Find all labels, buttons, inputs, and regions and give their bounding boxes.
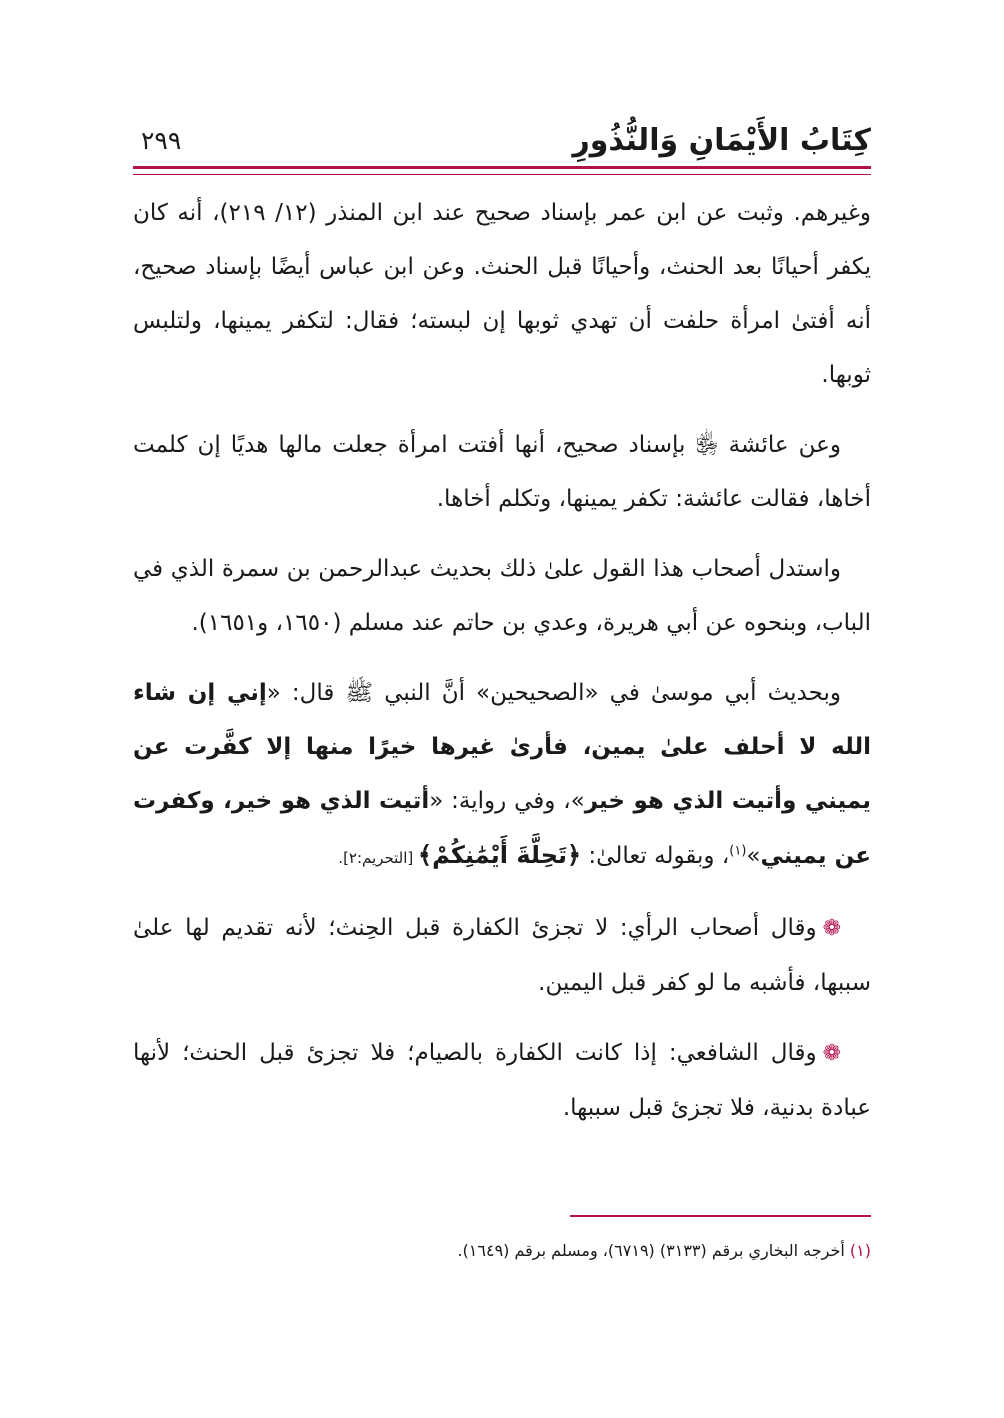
hadith-quote-2: أتيت الذي هو خير، وكفرت عن يميني <box>133 788 871 869</box>
paragraph-1: وغيرهم. وثبت عن ابن عمر بإسناد صحيح عند ابن المنذر (١٢/ ٢١٩)، أنه كان يكفر أحيانًا بعد الحنث، وأحيانًا قبل الحنث. وعن ابن عباس أيضًا بإسناد صحيح، أنه أفتىٰ امرأة حلفت أن تهدي ثوبها إن لبسته؛ فقال: لتكفر يمينها، ولتلبس ثوبها. <box>133 200 871 388</box>
flower-bullet-icon: ❁ <box>822 1041 841 1066</box>
paragraph-2: وعن عائشة ﵂ بإسناد صحيح، أنها أفتت امرأة جعلت مالها هديًا إن كلمت أخاها، فقالت عائشة: تكفر يمينها، وتكلم أخاها. <box>133 432 871 512</box>
body-text <box>133 186 871 1151</box>
footnote <box>133 1238 871 1264</box>
header-rule-thick <box>133 166 871 169</box>
quran-verse: ﴿تَحِلَّةَ أَيْمَٰنِكُمْ﴾ <box>418 841 582 869</box>
footnote-marker[interactable]: (١) <box>729 843 747 859</box>
footnote-text: أخرجه البخاري برقم (٣١٣٣) (٦٧١٩)، ومسلم برقم (١٦٤٩). <box>457 1241 850 1260</box>
p4-text-f: ، وبقوله تعالىٰ: <box>581 843 730 869</box>
verse-reference: [التحريم:٢]. <box>338 849 419 867</box>
p4-text-a: وبحديث أبي موسىٰ في «الصحيحين» أنَّ النبي ﷺ قال: « <box>266 680 841 706</box>
paragraph-6-text: وقال الشافعي: إذا كانت الكفارة بالصيام؛ فلا تجزئ قبل الحنث؛ لأنها عبادة بدنية، فلا تجزئ قبل سببها. <box>133 1040 871 1121</box>
footnote-separator <box>570 1215 871 1217</box>
footnote-number: (١) <box>849 1241 871 1260</box>
header-rule-thin <box>133 174 871 175</box>
page-number: ٢٩٩ <box>141 126 182 155</box>
p4-text-c: »، وفي رواية: « <box>429 788 585 814</box>
p4-text-e: » <box>746 843 761 869</box>
page-header <box>133 118 871 164</box>
paragraph-3: واستدل أصحاب هذا القول علىٰ ذلك بحديث عبدالرحمن بن سمرة الذي في الباب، وبنحوه عن أبي هريرة، وعدي بن حاتم عند مسلم (١٦٥٠، و١٦٥١). <box>133 556 871 636</box>
paragraph-6 <box>133 1026 871 1135</box>
paragraph-5-text: وقال أصحاب الرأي: لا تجزئ الكفارة قبل الحِنث؛ لأنه تقديم لها علىٰ سببها، فأشبه ما لو كفر قبل اليمين. <box>133 915 871 996</box>
paragraph-5 <box>133 901 871 1010</box>
flower-bullet-icon: ❁ <box>822 916 841 941</box>
book-title: كِتَابُ الأَيْمَانِ وَالنُّذُورِ <box>572 123 871 158</box>
paragraph-4 <box>133 666 871 885</box>
hadith-quote-1: إني إن شاء الله لا أحلف علىٰ يمين، فأرىٰ غيرها خيرًا منها إلا كفَّرت عن يميني وأتيت الذي هو خير <box>133 680 871 814</box>
